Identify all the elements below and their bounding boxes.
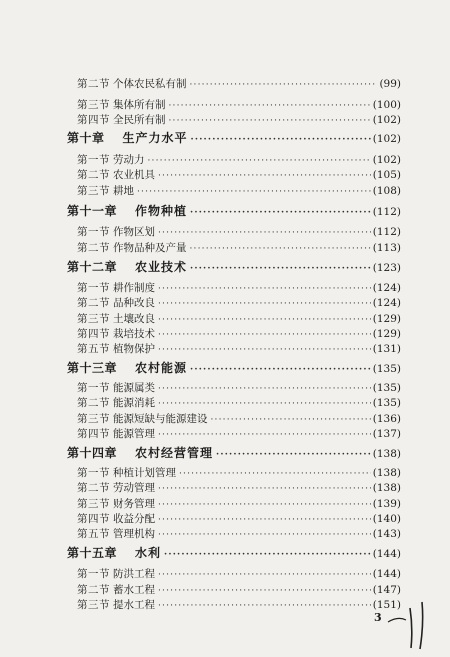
- dot-leader: [164, 547, 371, 563]
- page-reference: (135): [372, 363, 401, 375]
- chapter-title: 生产力水平: [122, 131, 188, 145]
- page-reference: (102): [372, 154, 401, 166]
- dot-leader: [169, 113, 371, 129]
- section-number: 第三节: [77, 413, 110, 425]
- dot-leader: [158, 342, 371, 358]
- section-number: 第一节: [77, 154, 110, 166]
- section-number: 第一节: [77, 282, 110, 294]
- chapter-number: 第十二章: [67, 260, 118, 274]
- section-number: 第三节: [77, 313, 110, 325]
- section-title: 植物保护: [113, 343, 155, 355]
- page-reference: (135): [372, 382, 401, 394]
- chapter-number: 第十一章: [67, 204, 118, 218]
- dot-leader: [158, 296, 371, 312]
- dot-leader: [158, 481, 371, 497]
- chapter-entry: [67, 259, 401, 277]
- dot-leader: [190, 362, 371, 378]
- page-reference: (151): [372, 599, 401, 611]
- page-reference: (100): [372, 99, 401, 111]
- section-title: 全民所有制: [113, 114, 166, 126]
- section-title: 作物区划: [113, 226, 155, 238]
- page-reference: (129): [372, 313, 401, 325]
- section-number: 第二节: [77, 169, 110, 181]
- section-entry: [77, 395, 401, 412]
- section-number: 第四节: [77, 114, 110, 126]
- chapter-title: 水利: [135, 546, 162, 560]
- section-entry: [77, 112, 401, 129]
- page-reference: (112): [372, 206, 401, 218]
- section-entry: [77, 566, 401, 583]
- section-number: 第一节: [77, 568, 110, 580]
- page-reference: (138): [372, 467, 401, 479]
- chapter-entry: [67, 445, 401, 463]
- dot-leader: [216, 447, 371, 463]
- page-reference: (147): [372, 584, 401, 596]
- chapter-title: 作物种植: [135, 204, 188, 218]
- page-reference: (102): [372, 114, 401, 126]
- section-title: 作物品种及产量: [113, 242, 187, 254]
- section-number: 第二节: [77, 397, 110, 409]
- section-title: 农业机具: [113, 169, 155, 181]
- section-number: 第五节: [77, 528, 110, 540]
- section-title: 提水工程: [113, 599, 155, 611]
- chapter-number: 第十五章: [67, 546, 118, 560]
- section-entry: [77, 76, 401, 93]
- section-number: 第四节: [77, 328, 110, 340]
- dot-leader: [137, 184, 371, 200]
- section-entry: [77, 341, 401, 358]
- section-title: 财务管理: [113, 498, 155, 510]
- dot-leader: [191, 132, 371, 148]
- page-reference: (140): [372, 513, 401, 525]
- section-title: 收益分配: [113, 513, 155, 525]
- section-entry: [77, 597, 401, 614]
- page-reference: (138): [372, 448, 401, 460]
- section-title: 耕作制度: [113, 282, 155, 294]
- page-reference: (113): [372, 242, 401, 254]
- section-title: 品种改良: [113, 297, 155, 309]
- section-number: 第一节: [77, 226, 110, 238]
- page-reference: (135): [372, 397, 401, 409]
- page-number: 3: [374, 611, 382, 624]
- section-number: 第四节: [77, 513, 110, 525]
- section-number: 第二节: [77, 584, 110, 596]
- section-number: 第三节: [77, 185, 110, 197]
- section-entry: [77, 295, 401, 312]
- page-reference: (124): [372, 282, 401, 294]
- section-number: 第五节: [77, 343, 110, 355]
- section-title: 种植计划管理: [113, 467, 176, 479]
- section-number: 第三节: [77, 99, 110, 111]
- section-title: 能源短缺与能源建设: [113, 413, 208, 425]
- chapter-number: 第十四章: [67, 446, 118, 460]
- section-title: 能源消耗: [113, 397, 155, 409]
- page-reference: (136): [372, 413, 401, 425]
- section-number: 第二节: [77, 78, 110, 90]
- dot-leader: [158, 598, 371, 614]
- page-reference: (102): [372, 133, 401, 145]
- section-title: 管理机构: [113, 528, 155, 540]
- section-number: 第四节: [77, 428, 110, 440]
- section-number: 第二节: [77, 242, 110, 254]
- chapter-number: 第十章: [67, 131, 105, 145]
- dot-leader: [158, 527, 371, 543]
- page-reference: (138): [372, 482, 401, 494]
- chapter-entry: [67, 203, 401, 221]
- dot-leader: [158, 427, 371, 443]
- section-title: 个体农民私有制: [113, 78, 187, 90]
- section-number: 第二节: [77, 297, 110, 309]
- section-title: 耕地: [113, 185, 134, 197]
- dot-leader: [158, 567, 371, 583]
- page-reference: (108): [372, 185, 401, 197]
- handwritten-mark-icon: [380, 598, 430, 650]
- section-title: 能源管理: [113, 428, 155, 440]
- dot-leader: [158, 225, 371, 241]
- dot-leader: [190, 77, 378, 93]
- chapter-entry: [67, 360, 401, 378]
- section-title: 集体所有制: [113, 99, 166, 111]
- section-number: 第三节: [77, 599, 110, 611]
- dot-leader: [190, 205, 371, 221]
- section-entry: [77, 183, 401, 200]
- dot-leader: [158, 168, 371, 184]
- section-entry: [77, 480, 401, 497]
- chapter-title: 农村能源: [135, 361, 188, 375]
- page-reference: (139): [372, 498, 401, 510]
- section-number: 第三节: [77, 498, 110, 510]
- section-title: 栽培技术: [113, 328, 155, 340]
- section-entry: [77, 167, 401, 184]
- chapter-entry: [67, 130, 401, 148]
- page-reference: (105): [372, 169, 401, 181]
- section-entry: [77, 224, 401, 241]
- chapter-entry: [67, 545, 401, 563]
- chapter-number: 第十三章: [67, 361, 118, 375]
- section-title: 蓄水工程: [113, 584, 155, 596]
- section-number: 第一节: [77, 467, 110, 479]
- section-title: 劳动管理: [113, 482, 155, 494]
- page-reference: (129): [372, 328, 401, 340]
- section-entry: [77, 426, 401, 443]
- section-title: 能源属类: [113, 382, 155, 394]
- dot-leader: [190, 261, 371, 277]
- page-reference: (123): [372, 262, 401, 274]
- page-reference: (143): [372, 528, 401, 540]
- section-number: 第二节: [77, 482, 110, 494]
- dot-leader: [158, 396, 371, 412]
- page-reference: (112): [372, 226, 401, 238]
- page-reference: (124): [372, 297, 401, 309]
- section-title: 土壤改良: [113, 313, 155, 325]
- page-reference: (99): [379, 78, 401, 90]
- page-reference: (137): [372, 428, 401, 440]
- section-number: 第一节: [77, 382, 110, 394]
- page-reference: (131): [372, 343, 401, 355]
- section-title: 防洪工程: [113, 568, 155, 580]
- section-entry: [77, 240, 401, 257]
- page-reference: (144): [372, 568, 401, 580]
- page-reference: (144): [372, 548, 401, 560]
- dot-leader: [190, 241, 371, 257]
- section-entry: [77, 526, 401, 543]
- chapter-title: 农业技术: [135, 260, 188, 274]
- section-title: 劳动力: [113, 154, 145, 166]
- chapter-title: 农村经营管理: [135, 446, 214, 460]
